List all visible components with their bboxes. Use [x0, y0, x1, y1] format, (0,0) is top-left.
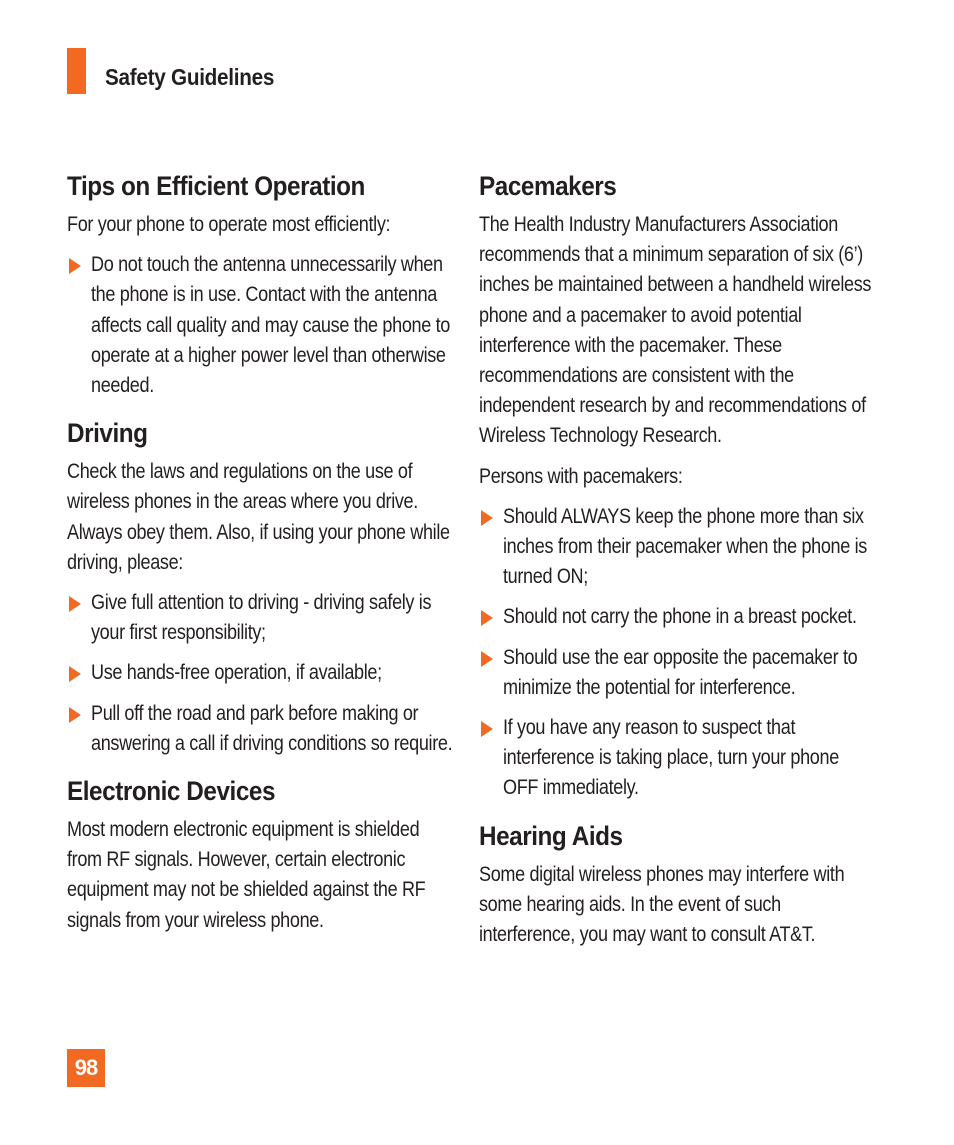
section-electronic-devices — [67, 773, 457, 936]
bullet-text: Do not touch the antenna unnecessarily when the phone is in use. Contact with the antenna affects call quality and may cause the phone to operate at a higher power level than otherwise needed. — [91, 253, 450, 398]
section-heading: Electronic Devices — [67, 776, 276, 807]
right-column — [479, 168, 879, 964]
paragraph: Persons with pacemakers: — [479, 464, 683, 488]
paragraph: Check the laws and regulations on the use of wireless phones in the areas where you drive. Always obey them. Also, if using your phone while driving, please: — [67, 460, 450, 574]
section-heading: Driving — [67, 418, 148, 449]
section-driving — [67, 415, 457, 759]
bullet-arrow-icon — [481, 610, 493, 626]
bullet-item — [479, 713, 879, 804]
paragraph: For your phone to operate most efficiently: — [67, 213, 391, 236]
section-marker-bar — [67, 48, 86, 94]
paragraph: Some digital wireless phones may interfere with some hearing aids. In the event of such interference, you may want to consult AT&T. — [479, 862, 845, 947]
bullet-arrow-icon — [481, 651, 493, 667]
bullet-text: If you have any reason to suspect that interference is taking place, turn your phone OFF immediately. — [503, 716, 839, 800]
bullet-arrow-icon — [481, 510, 493, 526]
section-heading: Hearing Aids — [479, 820, 623, 851]
section-pacemakers — [479, 168, 879, 804]
bullet-arrow-icon — [69, 258, 81, 274]
bullet-text: Should ALWAYS keep the phone more than six inches from their pacemaker when the phone is turned ON; — [503, 504, 867, 589]
paragraph: The Health Industry Manufacturers Association recommends that a minimum separation of six (6’) inches be maintained between a handheld wireless phone and a pacemaker to avoid potential interference with the pacemaker. These recommendations are consistent with the independent research by and recommendations of Wireless Technology Research. — [479, 213, 872, 448]
bullet-item — [67, 588, 457, 648]
bullet-item — [67, 658, 457, 688]
section-heading: Pacemakers — [479, 171, 617, 201]
bullet-arrow-icon — [69, 666, 81, 682]
bullet-arrow-icon — [69, 707, 81, 723]
bullet-text: Should not carry the phone in a breast pocket. — [503, 605, 857, 629]
bullet-text: Pull off the road and park before making or answering a call if driving conditions so require. — [91, 701, 453, 755]
section-hearing-aids — [479, 818, 879, 951]
bullet-item — [479, 602, 879, 632]
bullet-arrow-icon — [481, 721, 493, 737]
page-number: 98 — [67, 1049, 105, 1087]
bullet-item — [479, 643, 879, 703]
paragraph: Most modern electronic equipment is shielded from RF signals. However, certain electronic equipment may not be shielded against the RF signals from your wireless phone. — [67, 818, 426, 932]
bullet-arrow-icon — [69, 596, 81, 612]
section-tips — [67, 168, 457, 401]
bullet-text: Give full attention to driving - driving safely is your first responsibility; — [91, 591, 432, 645]
bullet-item — [67, 699, 457, 759]
running-header: Safety Guidelines — [105, 64, 275, 90]
bullet-item — [479, 502, 879, 593]
bullet-text: Should use the ear opposite the pacemaker to minimize the potential for interference. — [503, 645, 858, 699]
section-heading: Tips on Efficient Operation — [67, 171, 365, 201]
bullet-item — [67, 250, 457, 401]
left-column — [67, 168, 457, 950]
bullet-text: Use hands-free operation, if available; — [91, 661, 382, 685]
